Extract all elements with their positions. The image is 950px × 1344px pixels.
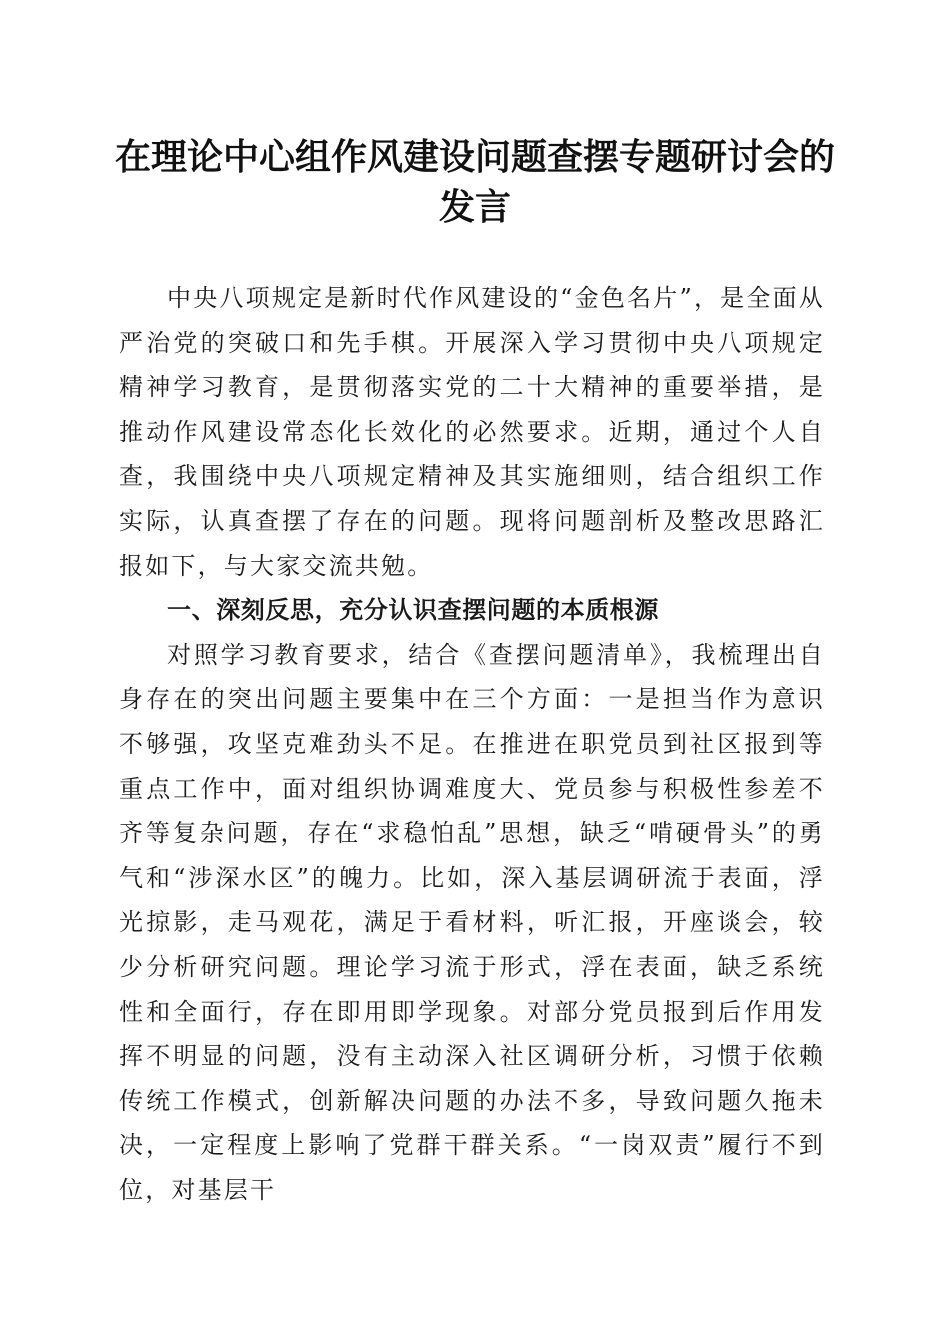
- document-title: 在理论中心组作风建设问题查摆专题研讨会的发言: [114, 136, 835, 228]
- body-paragraph-1: 对照学习教育要求，结合《查摆问题清单》，我梳理出自身存在的突出问题主要集中在三个方面：一是担当作为意识不够强，攻坚克难劲头不足。在推进在职党员到社区报到等重点工作中，面对组织协调难度大、党员参与积极性参差不齐等复杂问题，存在“求稳怕乱”思想，缺乏“啃硬骨头”的勇气和“涉深水区”的魄力。比如，深入基层调研流于表面，浮光掠影，走马观花，满足于看材料，听汇报，开座谈会，较少分析研究问题。理论学习流于形式，浮在表面，缺乏系统性和全面行，存在即用即学现象。对部分党员报到后作用发挥不明显的问题，没有主动深入社区调研分析，习惯于依赖传统工作模式，创新解决问题的办法不多，导致问题久拖未决，一定程度上影响了党群干群关系。“一岗双责”履行不到位，对基层干: [119, 640, 825, 1204]
- section-heading-1: 一、深刻反思，充分认识查摆问题的本质根源: [167, 596, 659, 625]
- document-body: [119, 276, 825, 1212]
- body-paragraph-intro: 中央八项规定是新时代作风建设的“金色名片”，是全面从严治党的突破口和先手棋。开展深入学习贯彻中央八项规定精神学习教育，是贯彻落实党的二十大精神的重要举措，是推动作风建设常态化长效化的必然要求。近期，通过个人自查，我围绕中央八项规定精神及其实施细则，结合组织工作实际，认真查摆了存在的问题。现将问题剖析及整改思路汇报如下，与大家交流共勉。: [119, 284, 825, 580]
